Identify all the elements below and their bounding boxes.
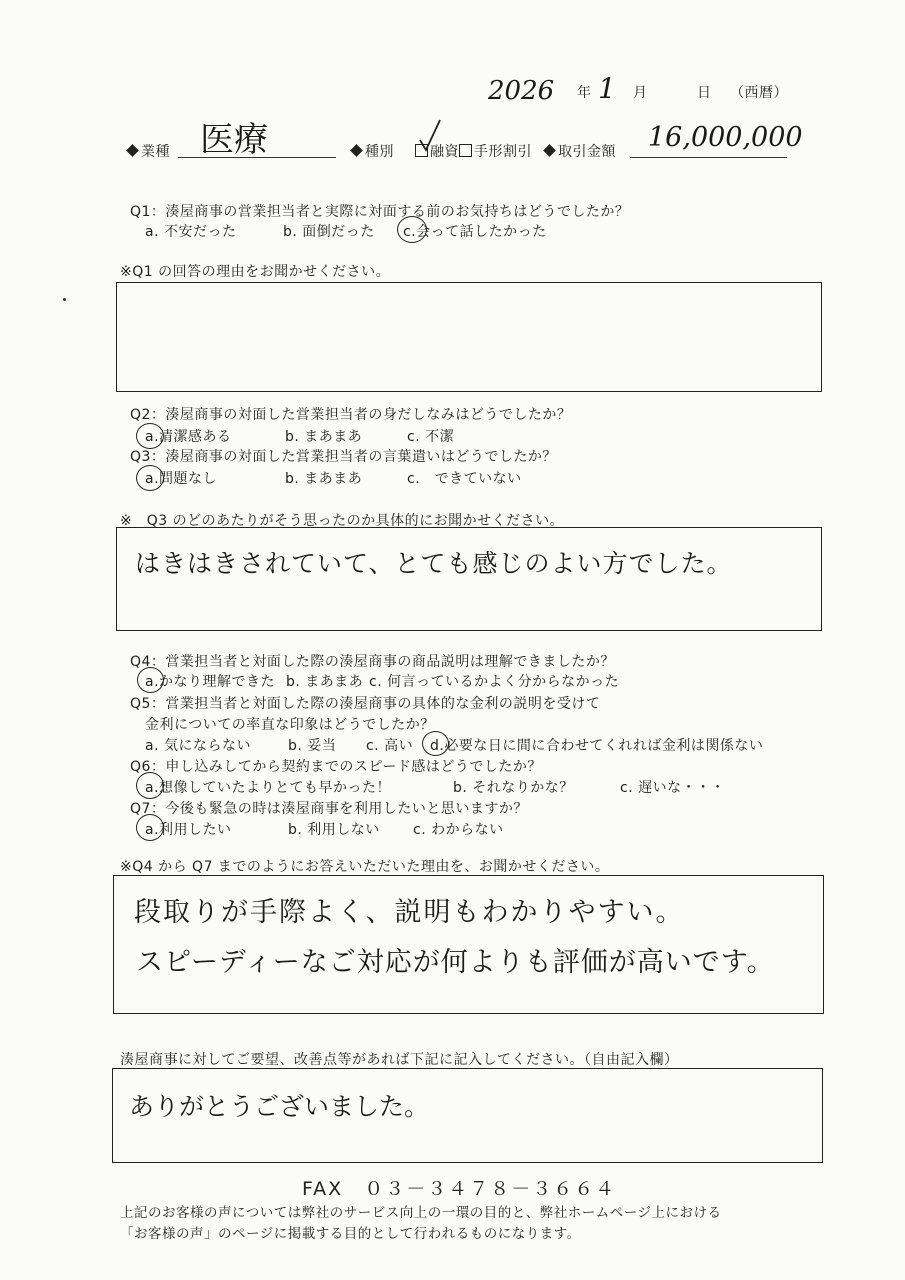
- q4-option-a[interactable]: [145, 671, 275, 691]
- date-year: 2026: [488, 76, 555, 106]
- q4-7-reason-answer-line1: 段取りが手際よく、説明もわかりやすい。: [134, 897, 685, 928]
- q3-option-a-letter: a.: [145, 471, 160, 487]
- date-month: 1: [598, 72, 616, 105]
- q3-option-c[interactable]: c. できていない: [407, 471, 522, 487]
- diamond-bullet-icon: [350, 144, 363, 157]
- q2-option-b[interactable]: b. まあまあ: [285, 429, 363, 445]
- q3-question: Q3：湊屋商事の対面した営業担当者の言葉遣いはどうでしたか？: [130, 449, 557, 465]
- q1-reason-box[interactable]: [116, 282, 822, 392]
- q1-option-c-letter: c.: [403, 224, 417, 240]
- q1-option-a[interactable]: a. 不安だった: [145, 224, 237, 240]
- q5-option-a[interactable]: a. 気にならない: [145, 738, 251, 754]
- q3-reason-answer: はきはきされていて、とても感じのよい方でした。: [135, 549, 733, 578]
- date-era: （西暦）: [730, 85, 788, 101]
- type-option-loan: 融資: [430, 144, 459, 160]
- q5-option-b[interactable]: b. 妥当: [288, 738, 337, 754]
- industry-label: 業種: [141, 144, 170, 160]
- footer-note-line2: 「お客様の声」のページに掲載する目的として行われるものになります。: [120, 1226, 581, 1242]
- amount-label: 取引金額: [558, 144, 616, 160]
- q4-7-reason-answer-line2: スピーディーなご対応が何よりも評価が高いです。: [136, 947, 775, 978]
- q5-option-d-letter: d.: [430, 738, 445, 754]
- q7-option-b[interactable]: b. 利用しない: [288, 822, 380, 838]
- q5-option-d[interactable]: [430, 735, 763, 755]
- amount-value: 16,000,000: [648, 122, 803, 153]
- q1-reason-prompt: ※Q1 の回答の理由をお聞かせください。: [120, 264, 391, 280]
- q7-option-c[interactable]: c. わからない: [413, 822, 504, 838]
- industry-value: 医療: [200, 120, 268, 160]
- selected-answer-circle: [136, 465, 164, 491]
- q5-question-line2: 金利についての率直な印象はどうでしたか？: [145, 717, 435, 733]
- free-answer: ありがとうございました。: [129, 1092, 430, 1121]
- q5-option-d-text: 必要な日に間に合わせてくれれば金利は関係ない: [444, 738, 764, 754]
- fax-number: FAX ０３－３４７８－３６６４: [302, 1178, 617, 1200]
- selected-answer-circle: [136, 772, 164, 799]
- free-entry-box[interactable]: [112, 1068, 823, 1163]
- q3-option-a-text: 問題なし: [159, 471, 218, 487]
- selected-answer-circle: [136, 814, 164, 841]
- type-label-row: [352, 141, 394, 161]
- q1-option-b[interactable]: b. 面倒だった: [283, 224, 375, 240]
- date-year-unit: 年: [577, 85, 592, 101]
- q3-reason-prompt: ※ Q3 のどのあたりがそう思ったのか具体的にお聞かせください。: [120, 513, 565, 529]
- q6-option-c[interactable]: c. 遅いな・・・: [620, 780, 726, 796]
- q3-option-b[interactable]: b. まあまあ: [285, 471, 363, 487]
- scan-speck: [63, 298, 66, 301]
- free-prompt: 湊屋商事に対してご要望、改善点等があれば下記に記入してください。（自由記入欄）: [120, 1052, 679, 1068]
- q6-option-b[interactable]: b. それなりかな？: [453, 780, 574, 796]
- q5-question-line1: Q5：営業担当者と対面した際の湊屋商事の具体的な金利の説明を受けて: [130, 696, 601, 712]
- q7-option-a-letter: a.: [145, 822, 160, 838]
- selected-answer-circle: [137, 667, 164, 693]
- selected-answer-circle: [422, 731, 449, 756]
- q1-option-c-text: 会って話したかった: [416, 224, 547, 240]
- q4-option-a-letter: a.: [145, 674, 160, 690]
- footer-note-line1: 上記のお客様の声については弊社のサービス向上の一環の目的と、弊社ホームページ上における: [120, 1205, 722, 1221]
- type-label: 種別: [365, 144, 394, 160]
- q6-option-a[interactable]: [145, 777, 391, 797]
- q4-7-reason-box[interactable]: [113, 875, 824, 1014]
- q5-option-c[interactable]: c. 高い: [366, 738, 414, 754]
- q2-option-c[interactable]: c. 不潔: [407, 429, 455, 445]
- date-month-unit: 月: [633, 85, 648, 101]
- q6-option-a-text: 想像していたよりとても早かった！: [159, 780, 392, 796]
- amount-underline: [630, 157, 787, 158]
- q4-7-reason-prompt: ※Q4 から Q7 までのようにお答えいただいた理由を、お聞かせください。: [120, 859, 610, 875]
- date-day-unit: 日: [697, 85, 712, 101]
- q4-option-a-text: かなり理解できた: [159, 674, 276, 690]
- diamond-bullet-icon: [126, 144, 139, 157]
- q2-option-a-text: 清潔感ある: [159, 429, 232, 445]
- amount-label-row: [545, 141, 616, 161]
- q3-reason-box[interactable]: [116, 527, 822, 631]
- type-option-bill-discount: 手形割引: [474, 144, 532, 160]
- q7-question: Q7：今後も緊急の時は湊屋商事を利用したいと思いますか？: [130, 801, 528, 817]
- checkmark-icon: [418, 118, 444, 154]
- industry-label-row: [128, 141, 170, 161]
- bill-discount-checkbox[interactable]: [459, 144, 472, 157]
- industry-underline: [178, 157, 336, 158]
- q4-option-c[interactable]: c. 何言っているかよく分からなかった: [369, 674, 620, 690]
- q7-option-a-text: 利用したい: [159, 822, 232, 838]
- diamond-bullet-icon: [543, 144, 556, 157]
- q4-question: Q4：営業担当者と対面した際の湊屋商事の商品説明は理解できましたか？: [130, 654, 615, 670]
- q2-option-a-letter: a.: [145, 429, 160, 445]
- q1-question: Q1：湊屋商事の営業担当者と実際に対面する前のお気持ちはどうでしたか？: [130, 204, 630, 220]
- selected-answer-circle: [397, 216, 427, 243]
- q4-option-b[interactable]: b. まあまあ: [286, 674, 364, 690]
- q6-option-a-letter: a.: [145, 780, 160, 796]
- q6-question: Q6：申し込みしてから契約までのスピード感はどうでしたか？: [130, 759, 542, 775]
- q2-question: Q2：湊屋商事の対面した営業担当者の身だしなみはどうでしたか？: [130, 407, 572, 423]
